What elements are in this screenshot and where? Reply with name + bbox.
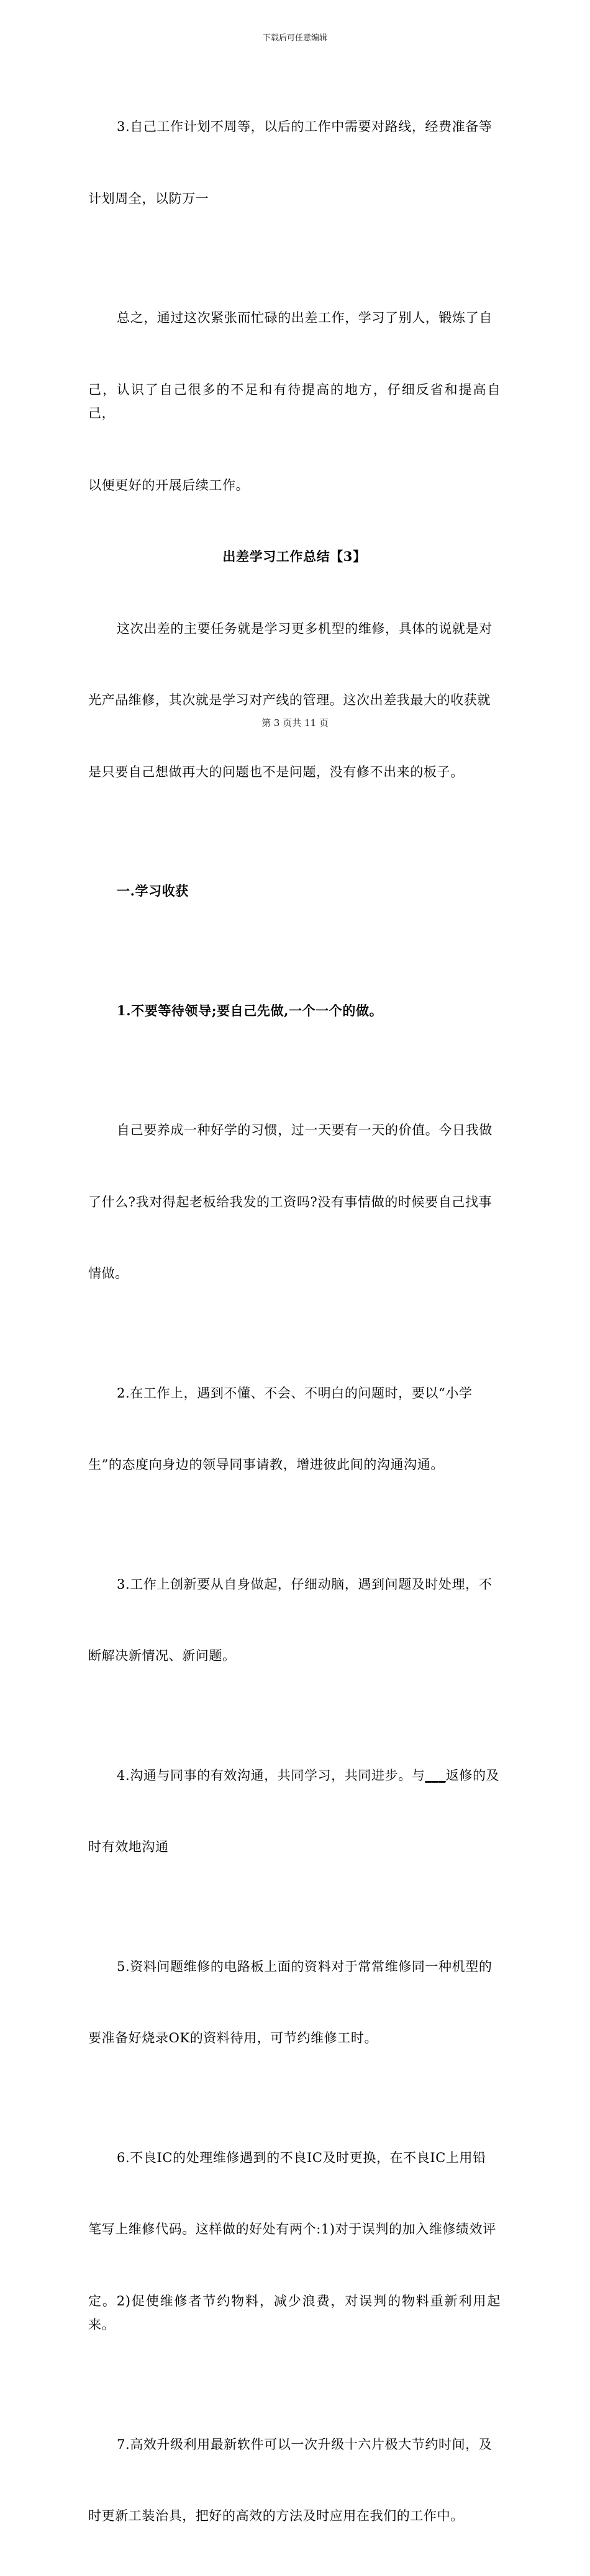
subheading: 一.学习收获 [117,883,189,899]
paragraph: 总之，通过这次紧张而忙碌的出差工作，学习了别人，锻炼了自 己，认识了自己很多的不足和有待提高的地方，仔细反省和提高自己， 以便更好的开展后续工作。 [88,310,501,493]
page-header: 下载后可任意编辑 [262,34,327,43]
paragraph: 4.沟通与同事的有效沟通，共同学习，共同进步。与___返修的及 时有效地沟通 [88,1767,500,1854]
paragraph: 3.自己工作计划不周等，以后的工作中需要对路线，经费准备等 计划周全，以防万一 [88,119,492,206]
paragraph: 6.不良IC的处理维修遇到的不良IC及时更换，在不良IC上用铅 笔写上维修代码。这样做的好处有两个:1)对于误判的加入维修绩效评 定。2)促使维修者节约物料，减少浪费，对误判的物料重新利用起来。 [88,2150,501,2332]
paragraph: 7.高效升级利用最新软件可以一次升级十六片极大节约时间，及 时更新工装治具，把好的高效的方法及时应用在我们的工作中。 [88,2436,492,2523]
paragraph: 5.资料问题维修的电路板上面的资料对于常常维修同一种机型的 要准备好烧录OK的资料待用，可节约维修工时。 [88,1959,492,2045]
paragraph: 3.工作上创新要从自身做起，仔细动脑，遇到问题及时处理，不 断解决新情况、新问题。 [88,1576,492,1663]
paragraph: 这次出差的主要任务就是学习更多机型的维修，具体的说就是对 光产品维修，其次就是学习对产线的管理。这次出差我最大的收获就 是只要自己想做再大的问题也不是问题，没有修不出来的板子。 [88,621,492,779]
subheading: 1.不要等待领导;要自己先做,一个一个的做。 [117,1002,383,1018]
page-footer: 第 3 页共 11 页 [261,717,329,729]
paragraph: 自己要养成一种好学的习惯，过一天要有一天的价值。今日我做 了什么?我对得起老板给我发的工资吗?没有事情做的时候要自己找事 情做。 [88,1123,492,1281]
fill-in-blank: ___ [425,1767,446,1783]
document-body [88,67,501,2576]
paragraph: 2.在工作上，遇到不懂、不会、不明白的问题时，要以“小学 生”的态度向身边的领导同事请教，增进彼此间的沟通沟通。 [88,1385,473,1472]
section-title: 出差学习工作总结【3】 [222,549,366,564]
